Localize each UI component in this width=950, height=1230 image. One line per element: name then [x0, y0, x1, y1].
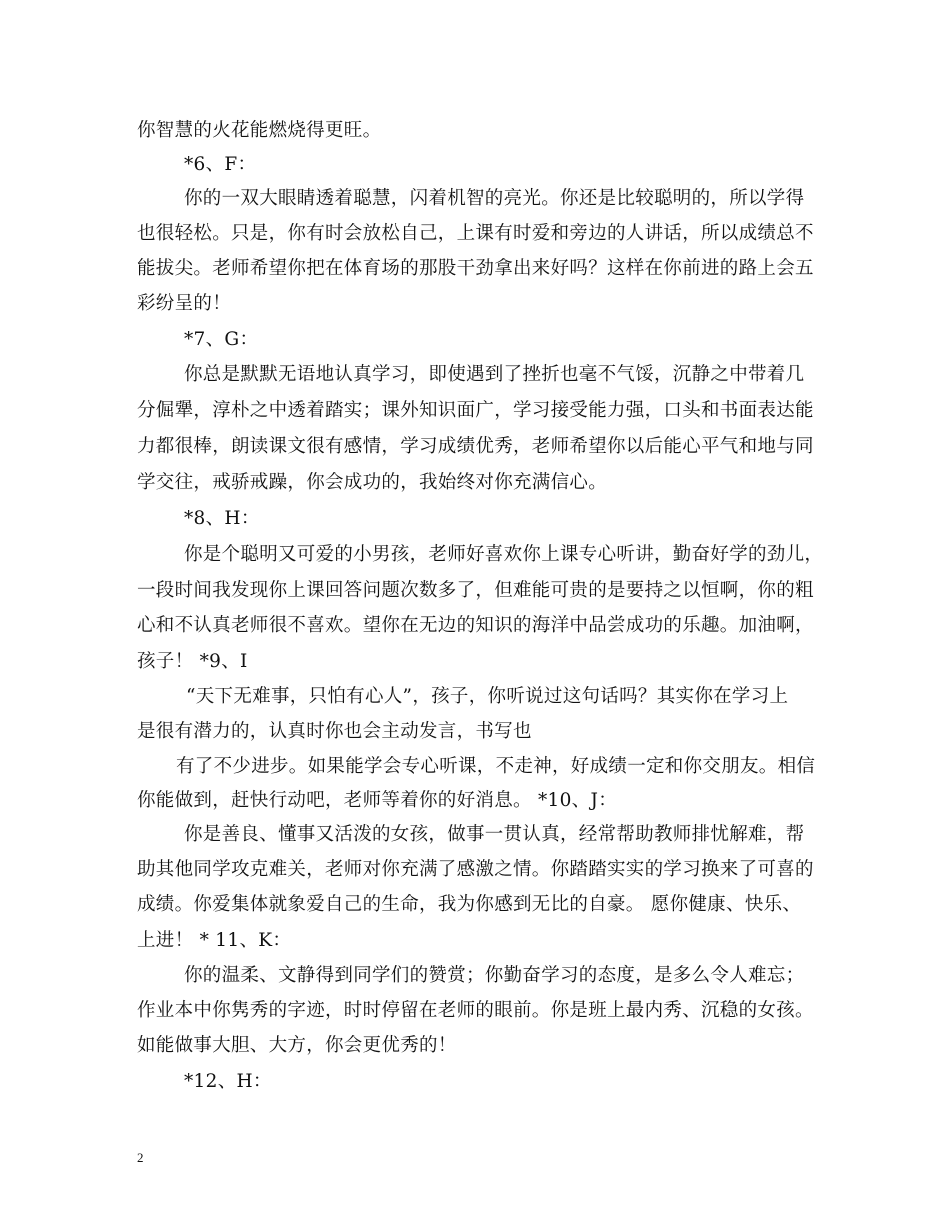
section-heading: *6、F：: [184, 154, 257, 175]
text-line: 一段时间我发现你上课回答问题次数多了，但难能可贵的是要持之以恒啊，你的粗: [137, 580, 814, 601]
text-line: 你能做到，赶快行动吧，老师等着你的好消息。 *10、J：: [137, 790, 617, 811]
section-heading: *7、G：: [184, 329, 259, 350]
section-heading: *8、H：: [184, 508, 260, 529]
text-line: 你的一双大眼睛透着聪慧，闪着机智的亮光。你还是比较聪明的，所以学得: [184, 188, 805, 209]
text-line: 作业本中你隽秀的字迹，时时停留在老师的眼前。你是班上最内秀、沉稳的女孩。: [137, 1000, 814, 1021]
text-line: 力都很棒，朗读课文很有感情，学习成绩优秀，老师希望你以后能心平气和地与同: [137, 436, 814, 457]
section-heading: *12、H：: [184, 1071, 272, 1092]
text-line: 你是个聪明又可爱的小男孩，老师好喜欢你上课专心听讲，勤奋好学的劲儿，: [184, 544, 824, 565]
text-line: 也很轻松。只是，你有时会放松自己，上课有时爱和旁边的人讲话，所以成绩总不: [137, 223, 814, 244]
text-line: 成绩。你爱集体就象爱自己的生命，我为你感到无比的自豪。 愿你健康、快乐、: [137, 894, 802, 915]
text-line: 学交往，戒骄戒躁，你会成功的，我始终对你充满信心。: [137, 472, 608, 493]
text-line: “天下无难事，只怕有心人”，孩子，你听说过这句话吗？其实你在学习上: [186, 686, 789, 707]
text-line: 你总是默默无语地认真学习，即使遇到了挫折也毫不气馁，沉静之中带着几: [184, 364, 805, 385]
page-number: 2: [137, 1150, 144, 1165]
text-line: 你是善良、懂事又活泼的女孩，做事一贯认真，经常帮助教师排忧解难，帮: [184, 824, 805, 845]
text-line: 你智慧的火花能燃烧得更旺。: [137, 120, 382, 141]
text-line: 你的温柔、文静得到同学们的赞赏；你勤奋学习的态度，是多么令人难忘；: [184, 965, 805, 986]
text-line: 能拔尖。老师希望你把在体育场的那股干劲拿出来好吗？这样在你前进的路上会五: [137, 258, 814, 279]
text-line: 助其他同学攻克难关，老师对你充满了感激之情。你踏踏实实的学习换来了可喜的: [137, 859, 814, 880]
text-line: 心和不认真老师很不喜欢。望你在无边的知识的海洋中品尝成功的乐趣。加油啊，: [137, 615, 814, 636]
text-line: 是很有潜力的，认真时你也会主动发言，书写也: [137, 721, 532, 742]
text-line: 分倔犟，淳朴之中透着踏实；课外知识面广，学习接受能力强，口头和书面表达能: [137, 400, 814, 421]
text-line: 彩纷呈的！: [137, 293, 232, 314]
text-line: 上进！ * 11、K：: [137, 930, 292, 951]
text-line: 孩子！ *9、I: [137, 651, 248, 672]
text-line: 有了不少进步。如果能学会专心听课，不走神，好成绩一定和你交朋友。相信: [176, 756, 816, 777]
text-line: 如能做事大胆、大方，你会更优秀的！: [137, 1035, 457, 1056]
